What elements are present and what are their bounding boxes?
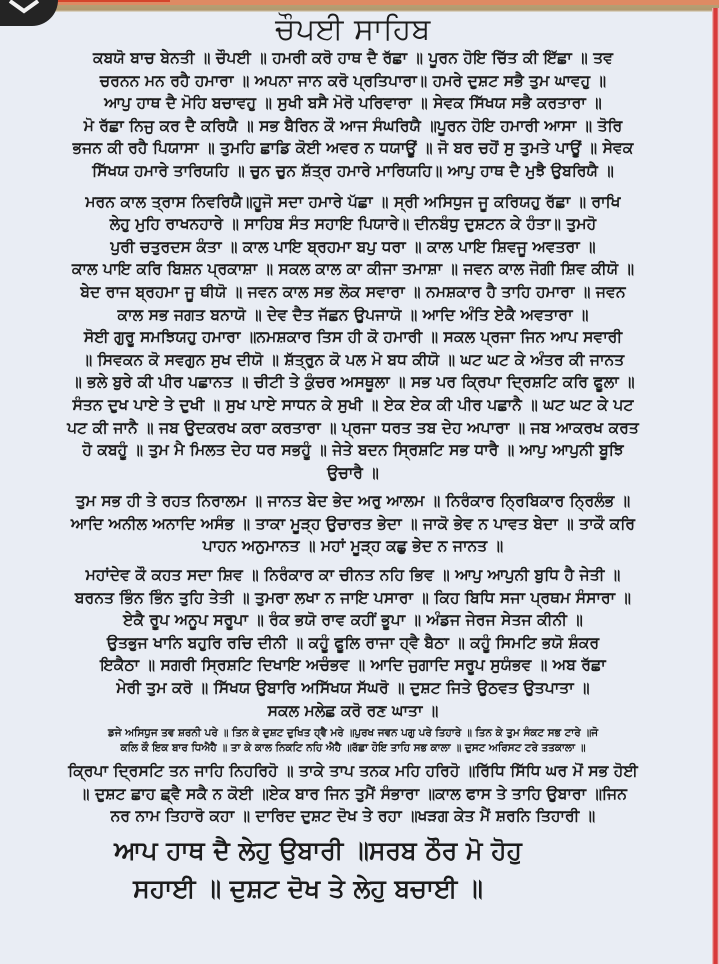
verse-line: ਬੇਦ ਰਾਜ ਬ੍ਰਹਮਾ ਜੂ ਥੀਯੋ ॥ ਜਵਨ ਕਾਲ ਸਭ ਲੋਕ ਸਵਾਰਾ ॥ ਨਮਸ਼ਕਾਰ ਹੈ ਤਾਹਿ ਹਮਾਰਾ ॥ ਜਵਨ <box>80 282 626 301</box>
verse-line: ਤੁਮ ਸਭ ਹੀ ਤੇ ਰਹਤ ਨਿਰਾਲਮ ॥ ਜਾਨਤ ਬੇਦ ਭੇਦ ਅਰੁ ਆਲਮ ॥ ਨਿਰੰਕਾਰ ਨ੍ਰਿਬਿਕਾਰ ਨ੍ਰਿਲੰਭ ॥ <box>75 492 631 511</box>
verse-line: ਉਤਭੁਜ ਖਾਨਿ ਬਹੁਰਿ ਰਚਿ ਦੀਨੀ ॥ ਕਹੂੰ ਫੂਲਿ ਰਾਜਾ ਹ੍ਵੈ ਬੈਠਾ ॥ ਕਹੂੰ ਸਿਮਟਿ ਭਯੋ ਸ਼ੰਕਰ <box>106 633 600 652</box>
verse-line: ਹੋ ਕਬਹੂੰ ॥ ਤੁਮ ਮੈ ਮਿਲਤ ਦੇਹ ਧਰ ਸਭਹੂੰ ॥ ਜੇਤੇ ਬਦਨ ਸ੍ਰਿਸ਼ਟਿ ਸਭ ਧਾਰੈ ॥ ਆਪੁ ਆਪੁਨੀ ਬੂਝਿ <box>82 441 624 460</box>
verse-line: ਮੇਰੀ ਤੁਮ ਕਰੋ ॥ ਸਿੱਖਯ ਉਬਾਰਿ ਅਸਿੱਖਯ ਸੱਘਰੋ ॥ ਦੁਸ਼ਟ ਜਿਤੇ ਉਠਵਤ ਉਤਪਾਤਾ ॥ <box>116 679 590 698</box>
verse-line: ਉਚਾਰੈ ॥ <box>327 463 379 482</box>
verse-line: ਏਕੈ ਰੂਪ ਅਨੂਪ ਸਰੂਪਾ ॥ ਰੰਕ ਭਯੋ ਰਾਵ ਕਹੀਂ ਭੂਪਾ ॥ ਅੰਡਜ ਜੇਰਜ ਸੇਤਜ ਕੀਨੀ ॥ <box>123 611 583 630</box>
verse-line: ਪਾਹਨ ਅਨੁਮਾਨਤ ॥ ਮਹਾਂ ਮੂੜ੍ਹ ਕਛੁ ਭੇਦ ਨ ਜਾਨਤ ॥ <box>202 537 504 556</box>
verse-line: ਮਰਨ ਕਾਲ ਤ੍ਰਾਸ ਨਿਵਰਿਯੈ॥ਹੂਜੋ ਸਦਾ ਹਮਾਰੇ ਪੱਛਾ ॥ ਸ੍ਰੀ ਅਸਿਧੁਜ ਜੂ ਕਰਿਯਹੁ ਰੱਛਾ ॥ ਰਾਖਿ <box>85 192 621 211</box>
verse-line: ਕਾਲ ਪਾਇ ਕਰਿ ਬਿਸ਼ਨ ਪ੍ਰਕਾਸ਼ਾ ॥ ਸਕਲ ਕਾਲ ਕਾ ਕੀਜਾ ਤਮਾਸ਼ਾ ॥ ਜਵਨ ਕਾਲ ਜੋਗੀ ਸ਼ਿਵ ਕੀਯੋ ॥ <box>71 260 635 279</box>
spacer <box>0 183 706 191</box>
verse-line: ਇਕੈਠਾ ॥ ਸਗਰੀ ਸ੍ਰਿਸ਼ਟਿ ਦਿਖਾਇ ਅਚੰਭਵ ॥ ਆਦਿ ਜੁਗਾਦਿ ਸਰੂਪ ਸੁਯੰਭਵ ॥ ਅਬ ਰੱਛਾ <box>100 656 606 675</box>
verse-line: ਕਬਯੋ ਬਾਚ ਬੇਨਤੀ ॥ ਚੌਪਈ ॥ ਹਮਰੀ ਕਰੋ ਹਾਥ ਦੈ ਰੱਛਾ ॥ ਪੂਰਨ ਹੋਇ ਚਿੱਤ ਕੀ ਇੱਛਾ ॥ ਤਵ <box>93 49 613 67</box>
right-border <box>712 8 719 964</box>
verse-line: ਸੰਤਨ ਦੁਖ ਪਾਏ ਤੇ ਦੁਖੀ ॥ ਸੁਖ ਪਾਏ ਸਾਧਨ ਕੇ ਸੁਖੀ ॥ ਏਕ ਏਕ ਕੀ ਪੀਰ ਪਛਾਨੈ ॥ ਘਟ ਘਟ ਕੇ ਪਟ <box>72 395 634 414</box>
verse-line: ਮੋ ਰੱਛਾ ਨਿਜੁ ਕਰ ਦੈ ਕਰਿਯੈ ॥ ਸਭ ਬੈਰਿਨ ਕੌ ਆਜ ਸੰਘਰਿਯੈ ॥ਪੂਰਨ ਹੋਇ ਹਮਾਰੀ ਆਸਾ ॥ ਤੋਰਿ <box>83 116 623 135</box>
stanza-6 <box>0 760 706 828</box>
verse-line: ਨਰ ਨਾਮ ਤਿਹਾਰੋ ਕਹਾ ॥ ਦਾਰਿਦ ਦੁਸ਼ਟ ਦੋਖ ਤੇ ਰਹਾ ॥ਖੜਗ ਕੇਤ ਮੈਂ ਸ਼ਰਨਿ ਤਿਹਾਰੀ ॥ <box>110 807 596 826</box>
verse-line: ਕ੍ਰਿਪਾ ਦ੍ਰਿਸਟਿ ਤਨ ਜਾਹਿ ਨਿਹਰਿਹੋ ॥ ਤਾਕੇ ਤਾਪ ਤਨਕ ਮਹਿ ਹਰਿਹੋ ॥ਰਿੱਧਿ ਸਿੱਧਿ ਘਰ ਮੋਂ ਸਭ ਹੋਈ <box>68 762 638 781</box>
verse-line: ਆਪੁ ਹਾਥ ਦੈ ਮੋਹਿ ਬਚਾਵਹੁ ॥ ਸੁਖੀ ਬਸੈ ਮੋਰੋ ਪਰਿਵਾਰਾ ॥ ਸੇਵਕ ਸਿੱਖਯ ਸਭੈ ਕਰਤਾਰਾ ॥ <box>104 94 602 113</box>
verse-line: ਕਾਲ ਸਭ ਜਗਤ ਬਨਾਯੋ ॥ ਦੇਵ ਦੈਤ ਜੱਛਨ ਉਪਜਾਯੋ ॥ ਆਦਿ ਅੰਤਿ ਏਕੈ ਅਵਤਾਰਾ ॥ <box>117 305 589 324</box>
closing-verse <box>0 832 706 908</box>
verse-line: ਲੇਹੁ ਮੁਹਿ ਰਾਖਨਹਾਰੇ ॥ ਸਾਹਿਬ ਸੰਤ ਸਹਾਇ ਪਿਯਾਰੇ॥ ਦੀਨਬੰਧੁ ਦੁਸ਼ਟਨ ਕੇ ਹੰਤਾ॥ ਤੁਮਹੋ <box>109 215 597 234</box>
verse-line: ਭਜਨ ਕੀ ਰਹੈ ਪਿਯਾਸਾ ॥ ਤੁਮਹਿ ਛਾਡਿ ਕੋਈ ਅਵਰ ਨ ਧਯਾਊਂ ॥ ਜੋ ਬਰ ਚਹੋਂ ਸੁ ਤੁਮਤੇ ਪਾਊਂ ॥ ਸੇਵਕ <box>72 139 634 158</box>
page-title: ਚੌਪਈ ਸਾਹਿਬ <box>275 12 431 47</box>
verse-line: ਪਟ ਕੀ ਜਾਨੈ ॥ ਜਬ ਉਦਕਰਖ ਕਰਾ ਕਰਤਾਰਾ ॥ ਪ੍ਰਜਾ ਧਰਤ ਤਬ ਦੇਹ ਅਪਾਰਾ ॥ ਜਬ ਆਕਰਖ ਕਰਤ <box>67 418 639 437</box>
verse-line: ॥ ਭਲੇ ਬੁਰੇ ਕੀ ਪੀਰ ਪਛਾਨਤ ॥ ਚੀਟੀ ਤੇ ਕੁੰਚਰ ਅਸਥੂਲਾ ॥ ਸਭ ਪਰ ਕ੍ਰਿਪਾ ਦ੍ਰਿਸ਼ਟਿ ਕਰਿ ਫੂਲਾ ॥ <box>71 373 635 392</box>
verse-line: ਚਰਨਨ ਮਨ ਰਹੈ ਹਮਾਰਾ ॥ ਅਪਨਾ ਜਾਨ ਕਰੋ ਪ੍ਰਤਿਪਾਰਾ॥ ਹਮਰੇ ਦੁਸ਼ਟ ਸਭੈ ਤੁਮ ਘਾਵਹੁ ॥ <box>99 71 607 90</box>
stanza-5-small-print <box>0 726 706 756</box>
verse-line: ਮਹਾਂਦੇਵ ਕੌ ਕਹਤ ਸਦਾ ਸ਼ਿਵ ॥ ਨਿਰੰਕਾਰ ਕਾ ਚੀਨਤ ਨਹਿ ਭਿਵ ॥ ਆਪੁ ਆਪੁਨੀ ਬੁਧਿ ਹੈ ਜੇਤੀ ॥ <box>85 566 621 585</box>
document-page <box>0 10 706 908</box>
closing-line: ਆਪ ਹਾਥ ਦੈ ਲੇਹੁ ਉਬਾਰੀ ॥ਸਰਬ ਠੌਰ ਮੋ ਹੋਹੁ <box>114 836 522 865</box>
verse-line: ਕਲਿ ਕੌ ਇਕ ਬਾਰ ਧਿਐਹੈ ॥ ਤਾ ਕੇ ਕਾਲ ਨਿਕਟਿ ਨਹਿ ਐਹੈ ॥ਰੱਛਾ ਹੋਇ ਤਾਹਿ ਸਭ ਕਾਲਾ ॥ ਦੁਸਟ ਅਰਿਸਟ ਟਰੇ ਤਤਕਾਲਾ ॥ <box>120 742 586 755</box>
stanza-1 <box>0 47 706 183</box>
verse-line: ਬਰਨਤ ਭਿੰਨ ਭਿੰਨ ਤੁਹਿ ਤੇਤੀ ॥ ਤੁਮਰਾ ਲਖਾ ਨ ਜਾਇ ਪਸਾਰਾ ॥ ਕਿਹ ਬਿਧਿ ਸਜਾ ਪ੍ਰਥਮ ਸੰਸਾਰਾ ॥ <box>74 588 632 607</box>
verse-line: ਸਕਲ ਮਲੇਛ ਕਰੋ ਰਣ ਘਾਤਾ ॥ <box>267 701 439 720</box>
verse-line: ਪੁਰੀ ਚਤੁਰਦਸ ਕੰਤਾ ॥ ਕਾਲ ਪਾਇ ਬ੍ਰਹਮਾ ਬਪੁ ਧਰਾ ॥ ਕਾਲ ਪਾਇ ਸ਼ਿਵਜੂ ਅਵਤਰਾ ॥ <box>110 237 596 256</box>
top-bar-accent <box>40 0 170 2</box>
stanza-3 <box>0 490 706 558</box>
verse-line: ॥ ਦੁਸ਼ਟ ਛਾਹ ਛ੍ਵੈ ਸਕੈ ਨ ਕੋਈ ॥ਏਕ ਬਾਰ ਜਿਨ ਤੁਮੈਂ ਸੰਭਾਰਾ ॥ਕਾਲ ਫਾਸ ਤੇ ਤਾਹਿ ਉਬਾਰਾ ॥ਜਿਨ <box>79 784 627 803</box>
verse-line: ਸੋਈ ਗੁਰੂ ਸਮਝਿਯਹੁ ਹਮਾਰਾ ॥ਨਮਸ਼ਕਾਰ ਤਿਸ ਹੀ ਕੋ ਹਮਾਰੀ ॥ ਸਕਲ ਪ੍ਰਜਾ ਜਿਨ ਆਪ ਸਵਾਰੀ <box>83 328 623 347</box>
closing-line: ਸਹਾਈ ॥ ਦੁਸ਼ਟ ਦੋਖ ਤੇ ਲੇਹੁ ਬਚਾਈ ॥ <box>133 874 483 903</box>
verse-line: ਆਦਿ ਅਨੀਲ ਅਨਾਦਿ ਅਸੰਭ ॥ ਤਾਕਾ ਮੂੜ੍ਹ ਉਚਾਰਤ ਭੇਦਾ ॥ ਜਾਕੋ ਭੇਵ ਨ ਪਾਵਤ ਬੇਦਾ ॥ ਤਾਕੌ ਕਰਿ <box>70 514 636 533</box>
verse-line: ॥ ਸਿਵਕਨ ਕੋ ਸਵਗੁਨ ਸੁਖ ਦੀਯੋ ॥ ਸ਼ੱਤ੍ਰੁਨ ਕੋ ਪਲ ਮੋ ਬਧ ਕੀਯੋ ॥ ਘਟ ਘਟ ਕੇ ਅੰਤਰ ਕੀ ਜਾਨਤ <box>81 350 625 369</box>
stanza-2 <box>0 191 706 485</box>
verse-line: ਸਿੱਖਯ ਹਮਾਰੇ ਤਾਰਿਯਹਿ ॥ ਚੁਨ ਚੁਨ ਸ਼ੱਤ੍ਰ ਹਮਾਰੇ ਮਾਰਿਯਹਿ॥ ਆਪੁ ਹਾਥ ਦੈ ਮੁਝੈ ਉਬਰਿਯੈ ॥ <box>92 161 614 180</box>
verse-line: ਡਜੇ ਅਸਿਧੁਜ ਤਵ ਸ਼ਰਨੀ ਪਰੇ ॥ ਤਿਨ ਕੇ ਦੁਸ਼ਟ ਦੁਖਿਤ ਹ੍ਵੈ ਮਰੇ ॥ਪੁਰਖ ਜਵਨ ਪਗੁ ਪਰੇ ਤਿਹਾਰੇ ॥ ਤਿਨ ਕੇ ਤੁਮ ਸੰਕਟ ਸਭ ਟਾਰੇ ॥ਜੋ <box>107 727 599 740</box>
stanza-4 <box>0 564 706 722</box>
